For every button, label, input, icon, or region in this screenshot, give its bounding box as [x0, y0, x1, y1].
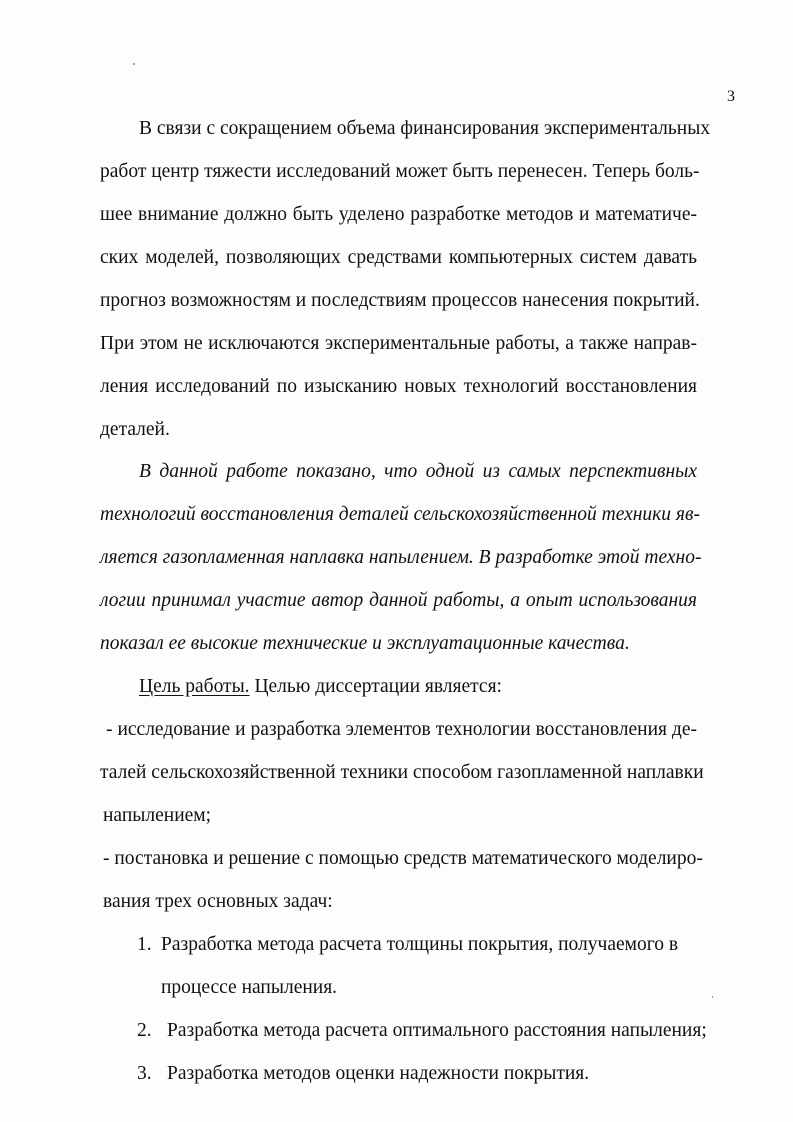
task-text: Разработка метода расчета оптимального расстояния напыления; [167, 1020, 707, 1041]
paragraph1-line: деталей. [100, 419, 170, 440]
paragraph1-line: шее внимание должно быть уделено разработке методов и математиче- [100, 204, 697, 225]
paragraph2-line: ляется газопламенная наплавка напылением. В разработке этой техно- [100, 547, 702, 568]
item2-line: - постановка и решение с помощью средств математического моделиро- [103, 848, 703, 869]
item1-line: напылением; [103, 805, 212, 826]
paragraph1-line: При этом не исключаются экспериментальные работы, а также направ- [100, 333, 697, 354]
paragraph1-line: прогноз возможностям и последствиям процессов нанесения покрытий. [100, 290, 700, 311]
paragraph1-line: ления исследований по изысканию новых технологий восстановления [100, 376, 697, 397]
task-text: процессе напыления. [161, 977, 338, 998]
scan-speck [133, 63, 135, 65]
page-number: 3 [727, 88, 735, 105]
task-text: Разработка метода расчета толщины покрытия, получаемого в [161, 934, 679, 955]
task-text: Разработка методов оценки надежности покрытия. [167, 1063, 590, 1084]
item1-line: - исследование и разработка элементов технологии восстановления де- [106, 719, 697, 740]
goal-line [139, 675, 502, 699]
goal-text: Целью диссертации является: [249, 676, 502, 697]
paragraph2-line: В данной работе показано, что одной из самых перспективных [139, 461, 697, 482]
task-number: 3. [137, 1063, 152, 1084]
task-number: 1. [137, 934, 152, 955]
goal-heading: Цель работы. [139, 676, 250, 697]
scan-speck [712, 996, 713, 998]
paragraph1-line: работ центр тяжести исследований может быть перенесен. Теперь боль- [100, 161, 700, 182]
paragraph1-line: ских моделей, позволяющих средствами компьютерных систем давать [100, 247, 697, 268]
paragraph2-line: логии принимал участие автор данной работы, а опыт использования [100, 590, 697, 611]
item2-line: вания трех основных задач: [103, 891, 333, 912]
item1-line: талей сельскохозяйственной техники способом газопламенной наплавки [100, 762, 704, 783]
task-number: 2. [137, 1020, 152, 1041]
paragraph1-line: В связи с сокращением объема финансирования экспериментальных [139, 118, 711, 139]
paragraph2-line: технологий восстановления деталей сельскохозяйственной техники яв- [100, 504, 700, 525]
paragraph2-line: показал ее высокие технические и эксплуатационные качества. [100, 633, 630, 654]
